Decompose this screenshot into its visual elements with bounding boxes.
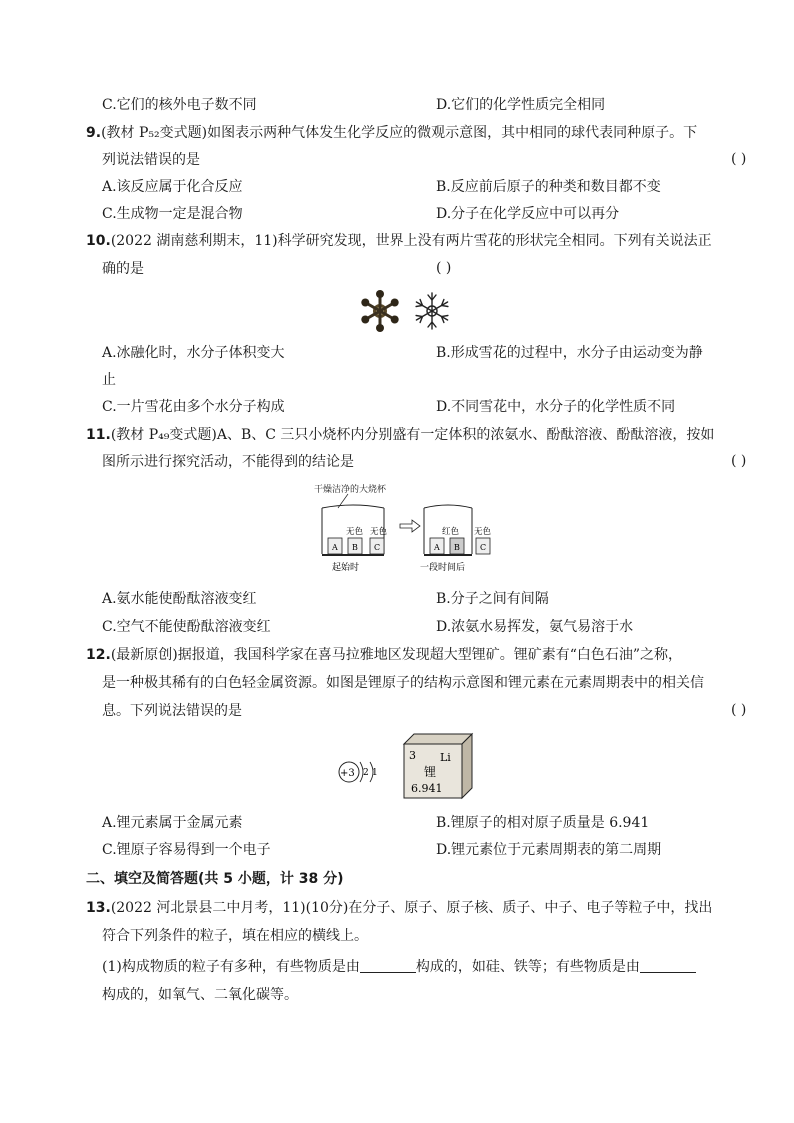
beaker-experiment-figure xyxy=(308,480,508,580)
q12-number: 12. xyxy=(86,647,111,663)
fig-label-dry-beaker: 干燥洁净的大烧杯 xyxy=(314,485,387,495)
q13-sub1-line1 xyxy=(102,958,696,976)
element-atomic-mass: 6.941 xyxy=(411,782,443,795)
element-atomic-number: 3 xyxy=(409,749,416,762)
fig-label-colorless-b: 无色 xyxy=(346,527,364,537)
fig-label-colorless-c: 无色 xyxy=(370,527,388,537)
q12-stem-line2: 是一种极其稀有的白色轻金属资源。如图是锂原子的结构示意图和锂元素在元素周期表中的相关信 xyxy=(102,675,704,691)
fig-beaker-b-right: B xyxy=(454,543,460,552)
q11-stem-line2: 图所示进行探究活动，不能得到的结论是 xyxy=(102,454,354,470)
q12-option-c: C.锂原子容易得到一个电子 xyxy=(102,842,271,858)
q9-stem-line2: 列说法错误的是 xyxy=(102,152,200,168)
q12-option-a: A.锂元素属于金属元素 xyxy=(102,815,243,831)
q13-sub1-text-a: (1)构成物质的粒子有多种，有些物质是由 xyxy=(102,959,360,975)
q10-option-d: D.不同雪花中，水分子的化学性质不同 xyxy=(436,399,676,415)
q12-stem-line3: 息。下列说法错误的是 xyxy=(102,703,242,719)
q12-answer-paren[interactable]: ( ) xyxy=(731,702,747,718)
q10-option-b: B.形成雪花的过程中，水分子由运动变为静 xyxy=(436,345,703,361)
q10-option-b-wrap: 止 xyxy=(102,372,116,388)
q10-option-a: A.冰融化时，水分子体积变大 xyxy=(102,345,285,361)
fig-beaker-c-right: C xyxy=(480,543,487,552)
q11-option-d: D.浓氨水易挥发，氨气易溶于水 xyxy=(436,619,634,635)
q8-option-c: C.它们的核外电子数不同 xyxy=(102,97,257,113)
q11-option-b: B.分子之间有间隔 xyxy=(436,591,549,607)
fig-beaker-a-right: A xyxy=(434,543,440,552)
fig-label-later: 一段时间后 xyxy=(420,563,466,573)
q11-option-c: C.空气不能使酚酞溶液变红 xyxy=(102,619,271,635)
q10-stem-text1: (2022 湖南慈利期末，11)科学研究发现，世界上没有两片雪花的形状完全相同。下列有关说法正 xyxy=(110,233,712,249)
q12-stem-text1: (最新原创)据报道，我国科学家在喜马拉雅地区发现超大型锂矿。锂矿素有“白色石油”之称， xyxy=(110,647,683,663)
q13-stem-text1: (2022 河北景县二中月考，11)(10分)在分子、原子、原子核、质子、中子、电子等粒子中，找出 xyxy=(110,900,713,916)
q13-number: 13. xyxy=(86,900,111,916)
q13-blank-2[interactable] xyxy=(640,958,696,973)
element-symbol: Li xyxy=(440,751,451,764)
q12-option-d: D.锂元素位于元素周期表的第二周期 xyxy=(436,842,662,858)
q13-stem-line2: 符合下列条件的粒子，填在相应的横线上。 xyxy=(102,928,368,944)
snowflake-icon xyxy=(416,293,448,329)
q11-option-a: A.氨水能使酚酞溶液变红 xyxy=(102,591,257,607)
q13-sub1-line2: 构成的，如氧气、二氧化碳等。 xyxy=(102,987,298,1003)
q9-option-d: D.分子在化学反应中可以再分 xyxy=(436,206,620,222)
q9-answer-paren[interactable]: ( ) xyxy=(731,151,747,167)
q13-blank-1[interactable] xyxy=(360,958,416,973)
atom-shell2-electrons: 1 xyxy=(372,768,378,778)
lithium-atom-diagram xyxy=(336,756,386,788)
fig-beaker-a-left: A xyxy=(332,543,338,552)
snowflake-figure xyxy=(350,288,460,334)
element-name: 锂 xyxy=(424,765,437,779)
q10-stem-line1 xyxy=(86,232,712,250)
q9-option-b: B.反应前后原子的种类和数目都不变 xyxy=(436,179,661,195)
q11-number: 11. xyxy=(86,427,111,443)
section2-heading: 二、填空及简答题(共 5 小题，计 38 分) xyxy=(86,871,344,887)
q10-stem-line2: 确的是 xyxy=(102,261,144,277)
q9-stem-text1: (教材 P₅₂变式题)如图表示两种气体发生化学反应的微观示意图，其中相同的球代表同种原子。下 xyxy=(101,125,698,141)
q9-stem-line1 xyxy=(86,124,697,142)
q9-number: 9. xyxy=(86,125,102,141)
q11-answer-paren[interactable]: ( ) xyxy=(731,453,747,469)
q11-stem-line1 xyxy=(86,426,714,444)
atom-shell1-electrons: 2 xyxy=(363,768,369,778)
q13-stem-line1 xyxy=(86,899,712,917)
fig-beaker-c-left: C xyxy=(374,543,381,552)
q9-option-a: A.该反应属于化合反应 xyxy=(102,179,243,195)
q9-option-c: C.生成物一定是混合物 xyxy=(102,206,243,222)
q12-stem-line1 xyxy=(86,646,682,664)
q13-sub1-text-b: 构成的，如硅、铁等；有些物质是由 xyxy=(415,959,640,975)
q11-stem-text1: (教材 P₄₉变式题)A、B、C 三只小烧杯内分别盛有一定体积的浓氨水、酚酞溶液、酚酞溶液，按如 xyxy=(110,427,715,443)
q12-option-b: B.锂原子的相对原子质量是 6.941 xyxy=(436,815,650,831)
snowflake-icon xyxy=(361,290,398,332)
fig-label-colorless-c2: 无色 xyxy=(474,527,492,537)
fig-label-start: 起始时 xyxy=(332,563,360,573)
q8-option-d: D.它们的化学性质完全相同 xyxy=(436,97,606,113)
lithium-element-cube xyxy=(400,732,476,800)
atom-nucleus-charge: +3 xyxy=(340,768,355,779)
q10-answer-paren[interactable]: ( ) xyxy=(436,260,452,276)
q10-option-c: C.一片雪花由多个水分子构成 xyxy=(102,399,285,415)
fig-beaker-b-left: B xyxy=(352,543,358,552)
fig-label-red: 红色 xyxy=(442,527,460,537)
q10-number: 10. xyxy=(86,233,111,249)
arrow-right-icon xyxy=(400,520,420,532)
